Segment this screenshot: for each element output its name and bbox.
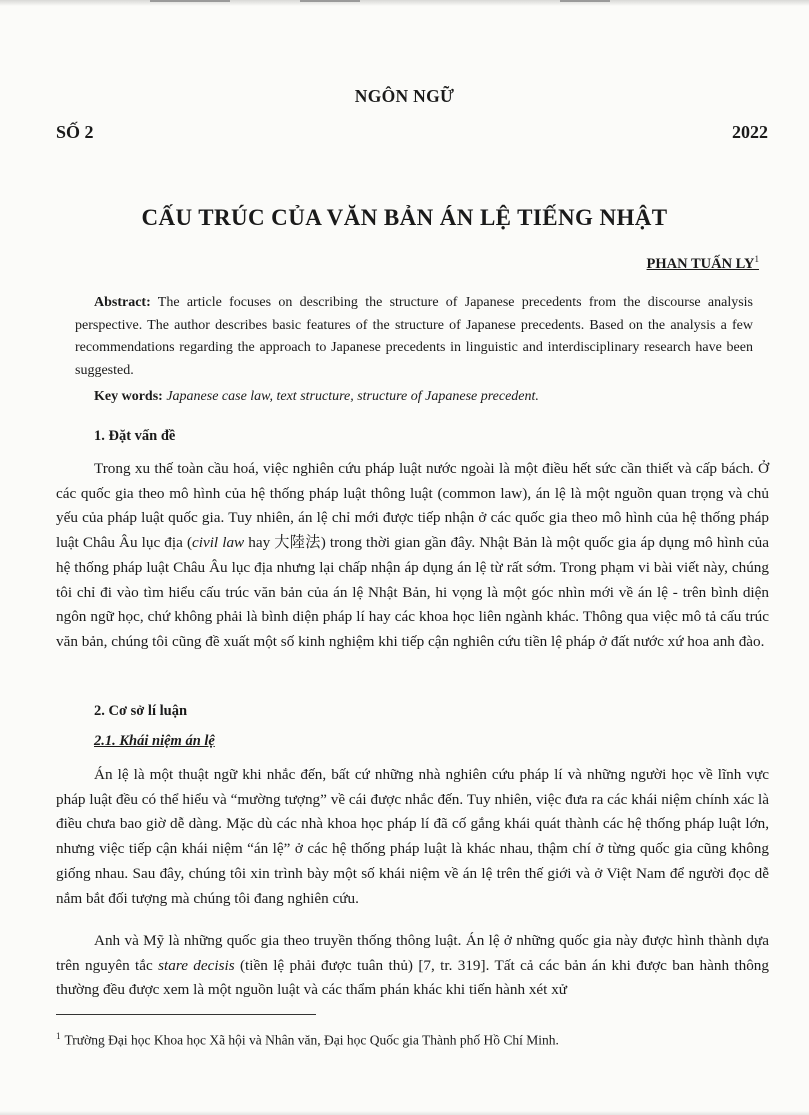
paragraph-1 <box>56 457 769 655</box>
footnote <box>56 1027 769 1050</box>
paragraph-3-term: stare decisis <box>158 956 235 974</box>
footnote-divider <box>56 1014 316 1015</box>
author-text: PHAN TUẤN LY <box>646 255 755 272</box>
scan-artifact <box>560 0 610 2</box>
journal-name: NGÔN NGỮ <box>354 86 455 106</box>
paragraph-1-term: civil law <box>192 534 245 552</box>
subsection-heading: 2.1. Khái niệm án lệ <box>94 733 215 749</box>
article-title: CẤU TRÚC CỦA VĂN BẢN ÁN LỆ TIẾNG NHẬT <box>141 205 668 230</box>
footnote-text: Trường Đại học Khoa học Xã hội và Nhân văn, Đại học Quốc gia Thành phố Hồ Chí Minh. <box>64 1032 559 1048</box>
keywords-label: Key words: <box>94 389 163 404</box>
author-name <box>647 254 759 273</box>
scan-artifact <box>300 0 360 2</box>
issue-row <box>56 122 768 143</box>
scan-edge-bottom <box>0 1111 809 1115</box>
scan-edge-top <box>0 0 809 6</box>
abstract <box>75 292 753 382</box>
paragraph-3-text-b: (tiền lệ phải được tuân thủ) [7, tr. 319]. Tất cả các bản án khi được ban hành thông thường đều được xem là một nguồn luật và các thẩm phán khác khi tiến hành xét xử <box>56 956 769 999</box>
section-heading-1: 1. Đặt vấn đề <box>94 428 176 444</box>
scan-artifact <box>150 0 230 2</box>
footnote-mark: 1 <box>56 1031 61 1041</box>
paragraph-3-text-a: Anh và Mỹ là những quốc gia theo truyền thống thông luật. Án lệ ở những quốc gia này được hình thành dựa trên nguyên tắc <box>56 932 769 974</box>
keywords-text: Japanese case law, text structure, structure of Japanese precedent. <box>166 389 539 404</box>
author-footnote-mark: 1 <box>754 254 759 264</box>
issue-number: SỐ 2 <box>56 122 94 142</box>
abstract-label: Abstract: <box>94 295 151 310</box>
issue-year: 2022 <box>732 122 768 142</box>
abstract-text: The article focuses on describing the structure of Japanese precedents from the discourse analysis perspective. The author describes basic features of the structure of Japanese precedents. Based on the analysis a few recommendations regarding the approach to Japanese precedents in linguistic and interdisciplinary research have been suggested. <box>75 295 753 378</box>
paragraph-2: Án lệ là một thuật ngữ khi nhắc đến, bất cứ những nhà nghiên cứu pháp lí và những người học về lĩnh vực pháp luật đều có thể hiểu và “mường tượng” về cái được nhắc đến. Tuy nhiên, việc đưa ra các khái niệm chính xác là điều chưa bao giờ dễ dàng. Mặc dù các nhà khoa học pháp lí đã cố gắng khái quát thành các hệ thống pháp luật lớn, nhưng việc tiếp cận khái niệm “án lệ” ở các hệ thống pháp luật là khác nhau, thậm chí ở từng quốc gia cũng không giống nhau. Sau đây, chúng tôi xin trình bày một số khái niệm về án lệ trên thế giới và ở Việt Nam để người đọc dễ nắm bắt đối tượng mà chúng tôi đang nghiên cứu. <box>56 766 769 907</box>
paragraph-3 <box>56 929 769 1003</box>
section-heading-2: 2. Cơ sở lí luận <box>94 703 188 719</box>
keywords <box>94 387 754 407</box>
paragraph-1-text-b: hay 大陸法) trong thời gian gần đây. Nhật Bản là một quốc gia áp dụng mô hình của hệ thống pháp luật Châu Âu lục địa nhưng lại chấp nhận áp dụng án lệ từ rất sớm. Trong phạm vi bài viết này, chúng tôi chỉ đi vào tìm hiểu cấu trúc văn bản của án lệ Nhật Bản, hi vọng là một góc nhìn mới về án lệ - trên bình diện ngôn ngữ học, chứ không phải là bình diện pháp lí hay các khoa học liên ngành khác. Thông qua việc mô tả cấu trúc văn bản, chúng tôi cũng đề xuất một số kinh nghiệm khi tiếp cận nghiên cứu tiền lệ pháp ở đất nước xứ hoa anh đào. <box>56 534 770 650</box>
paragraph-1-text-a: Trong xu thế toàn cầu hoá, việc nghiên cứu pháp luật nước ngoài là một điều hết sức cần thiết và cấp bách. Ở các quốc gia theo mô hình của hệ thống pháp luật thông luật (common law), án lệ là một nguồn quan trọng và chủ yếu của pháp luật quốc gia. Tuy nhiên, án lệ chỉ mới được tiếp nhận ở các quốc gia theo mô hình của hệ thống pháp luật Châu Âu lục địa ( <box>56 460 769 552</box>
